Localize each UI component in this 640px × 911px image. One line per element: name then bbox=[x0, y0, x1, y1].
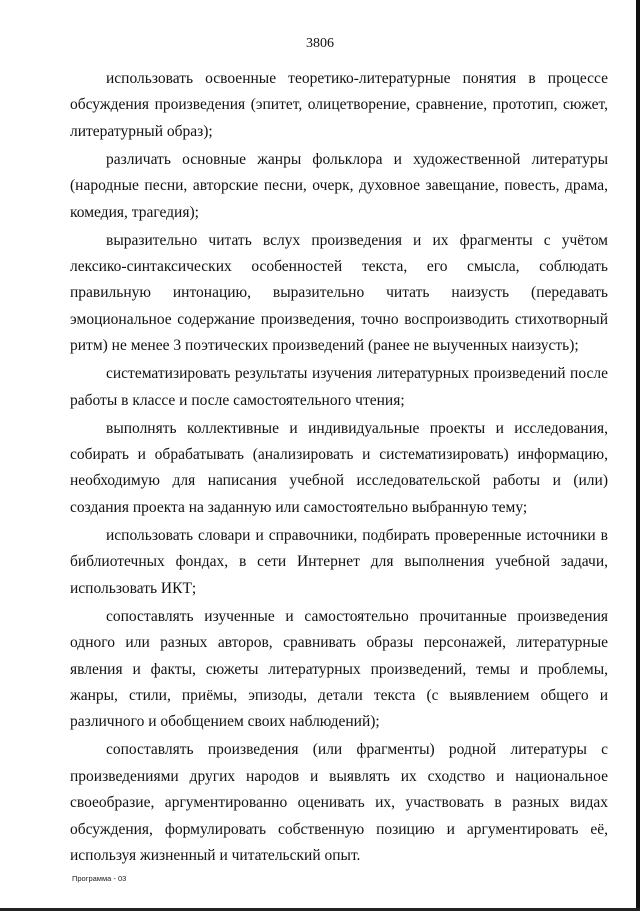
paragraph: выразительно читать вслух произведения и их фрагменты с учётом лексико-синтаксических особенностей текста, его смысла, соблюдать правильную интонацию, выразительно читать наизусть (передавать эмоциональное содержание произведения, точно воспроизводить стихотворный ритм) не менее 3 поэтических произведений (ранее не выученных наизусть); bbox=[70, 231, 608, 355]
paragraph: использовать освоенные теоретико-литературные понятия в процессе обсуждения произведения (эпитет, олицетворение, сравнение, прототип, сюжет, литературный образ); bbox=[70, 70, 608, 140]
paragraph: сопоставлять произведения (или фрагменты) родной литературы с произведениями других народов и выявлять их сходство и национальное своеобразие, аргументированно оценивать их, участвовать в разных видах обсуждения, формулировать собственную позицию и аргументировать её, используя жизненный и читательский опыт. bbox=[70, 741, 608, 864]
paragraph: сопоставлять изученные и самостоятельно прочитанные произведения одного или разных авторов, сравнивать образы персонажей, литературные явления и факты, сюжеты литературных произведений, темы и проблемы, жанры, стили, приёмы, эпизоды, детали текста (с выявлением общего и различного и обобщением своих наблюдений); bbox=[70, 607, 608, 731]
paragraph: выполнять коллективные и индивидуальные проекты и исследования, собирать и обрабатывать (анализировать и систематизировать) информацию, необходимую для написания учебной исследовательской работы и (или) создания проекта на заданную или самостоятельно выбранную тему; bbox=[70, 419, 608, 516]
scan-border-right bbox=[636, 0, 640, 911]
paragraph: систематизировать результаты изучения литературных произведений после работы в классе и после самостоятельного чтения; bbox=[70, 365, 608, 409]
footer-label: Программа - 03 bbox=[72, 874, 127, 883]
paragraph: различать основные жанры фольклора и художественной литературы (народные песни, авторские песни, очерк, духовное завещание, повесть, драма, комедия, трагедия); bbox=[70, 150, 608, 221]
paragraph: использовать словари и справочники, подбирать проверенные источники в библиотечных фондах, в сети Интернет для выполнения учебной задачи, использовать ИКТ; bbox=[70, 526, 608, 597]
body-text bbox=[70, 66, 608, 871]
page-number: 3806 bbox=[306, 36, 334, 51]
